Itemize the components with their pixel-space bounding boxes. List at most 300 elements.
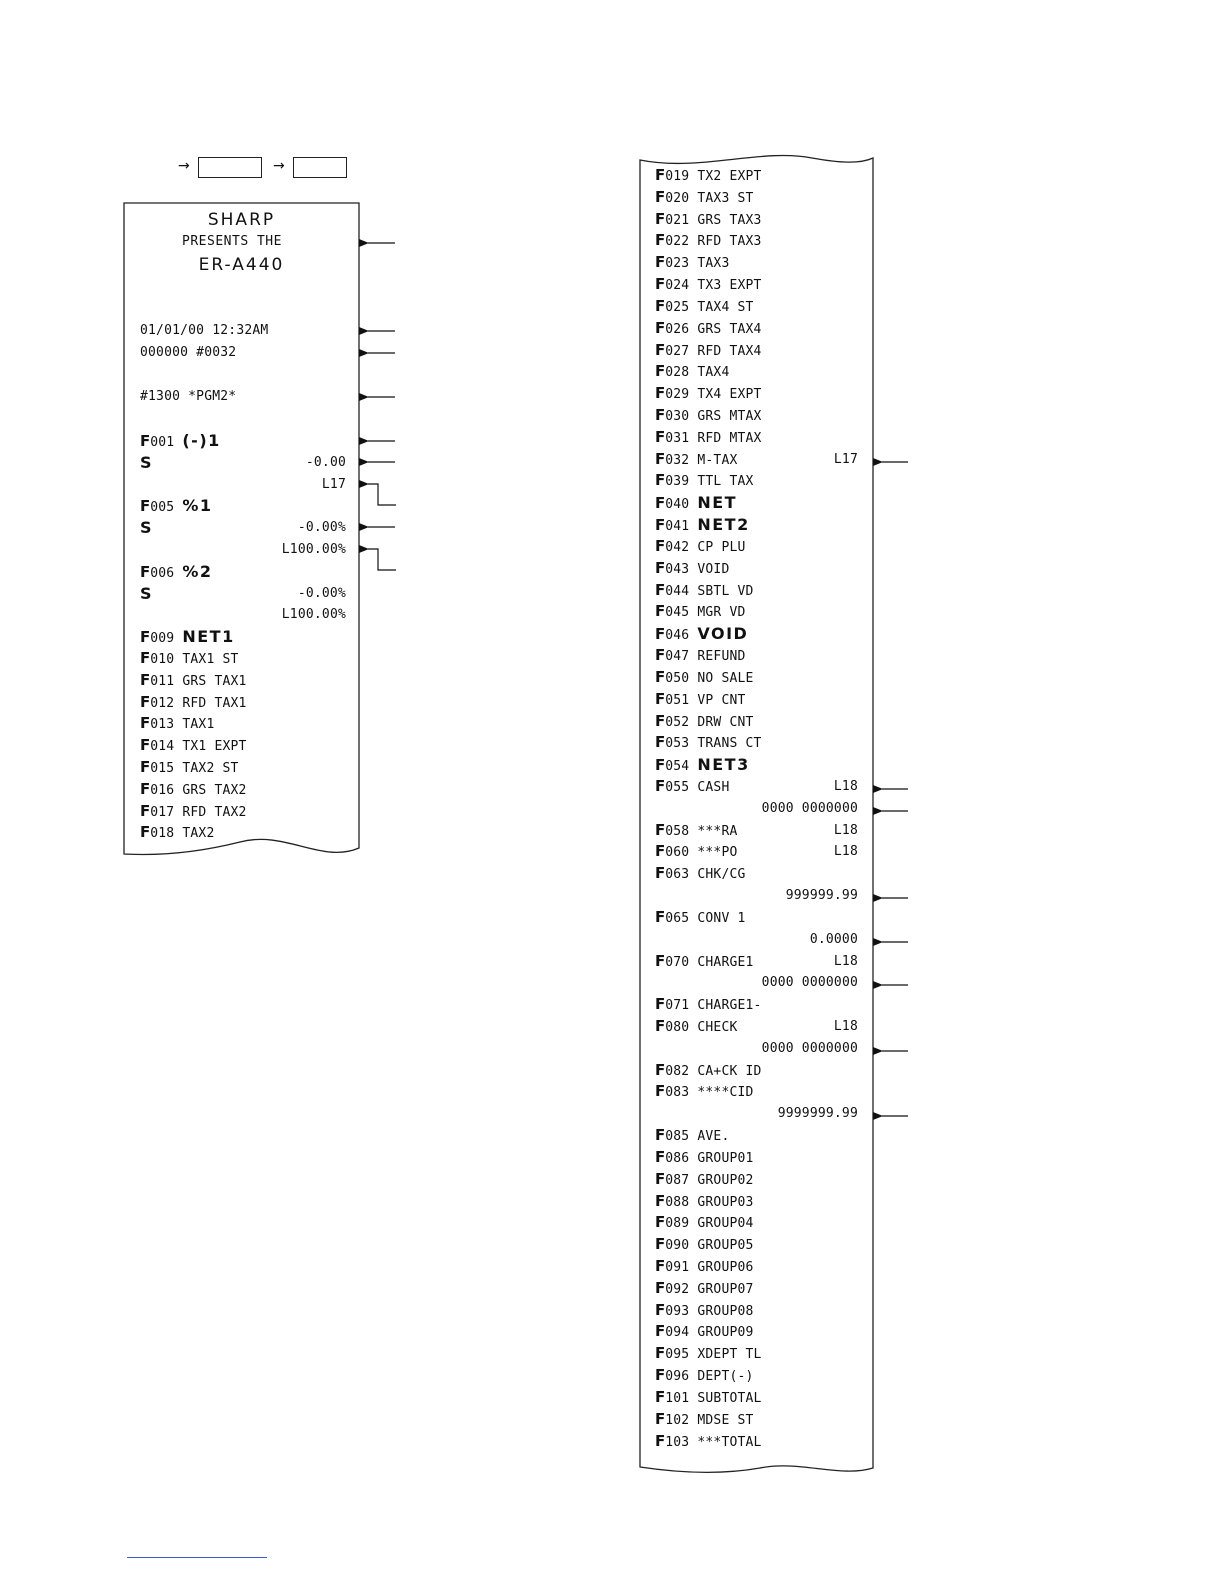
row-value: -0.00% xyxy=(297,585,346,601)
function-prefix: F xyxy=(655,1387,666,1406)
right-receipt-row xyxy=(655,1147,858,1168)
function-label: ***RA xyxy=(697,823,738,839)
right-receipt-row xyxy=(655,951,858,972)
function-prefix: F xyxy=(655,995,666,1014)
function-label: TAX4 xyxy=(697,365,730,381)
right-receipt-row xyxy=(655,601,858,622)
function-label: GRS TAX1 xyxy=(182,673,247,689)
row-value: 0000 0000000 xyxy=(761,800,858,816)
function-prefix: F xyxy=(655,842,666,861)
function-label: DEPT(-) xyxy=(697,1369,754,1385)
function-label: RFD TAX1 xyxy=(182,695,247,711)
function-label: DRW CNT xyxy=(697,714,754,730)
function-code: 044 xyxy=(665,583,698,599)
function-prefix: F xyxy=(140,801,151,820)
function-code: 043 xyxy=(665,561,698,577)
function-label: S xyxy=(140,583,154,603)
function-label: TAX4 ST xyxy=(697,299,754,315)
arrow-left-l100 xyxy=(368,549,396,570)
right-receipt-row xyxy=(655,230,858,251)
right-receipt-row xyxy=(655,667,858,688)
function-code: 027 xyxy=(665,343,698,359)
function-label: CP PLU xyxy=(697,539,746,555)
function-code: 103 xyxy=(665,1434,698,1450)
right-receipt-row xyxy=(655,1103,858,1124)
row-value: 0000 0000000 xyxy=(761,1040,858,1056)
function-label: SBTL VD xyxy=(697,583,754,599)
sequence-arrow-2: → xyxy=(273,158,285,174)
function-prefix: F xyxy=(655,494,666,513)
function-label: ****CID xyxy=(697,1085,754,1101)
function-code: 039 xyxy=(665,474,698,490)
function-label: GRS TAX4 xyxy=(697,321,762,337)
sequence-arrow-1: → xyxy=(178,158,190,174)
function-label: RFD TAX2 xyxy=(182,804,247,820)
row-value: 999999.99 xyxy=(785,888,858,904)
function-code: 023 xyxy=(665,256,698,272)
row-value: L100.00% xyxy=(281,607,346,623)
right-receipt-row xyxy=(655,754,858,775)
right-receipt-row xyxy=(655,1409,858,1430)
row-value: L100.00% xyxy=(281,542,346,557)
function-code: 087 xyxy=(665,1172,698,1188)
right-receipt-row xyxy=(655,1234,858,1255)
presents-text: PRESENTS THE xyxy=(182,234,282,249)
row-value: L18 xyxy=(833,844,858,860)
row-value: L18 xyxy=(833,1018,858,1034)
right-receipt-row xyxy=(655,1060,858,1081)
right-receipt-row xyxy=(655,1081,858,1102)
function-prefix: F xyxy=(655,1409,666,1428)
right-receipt-row xyxy=(655,863,858,884)
function-code: 015 xyxy=(150,761,183,776)
function-code: 022 xyxy=(665,234,698,250)
function-prefix: F xyxy=(655,756,666,775)
brand-logo-text: SHARP xyxy=(207,210,276,230)
left-receipt-row xyxy=(140,822,346,843)
function-prefix: F xyxy=(140,692,151,711)
right-receipt-row xyxy=(655,1212,858,1233)
right-receipt-row xyxy=(655,885,858,906)
right-receipt-row xyxy=(655,252,858,273)
function-code: 095 xyxy=(665,1347,698,1363)
right-receipt-row xyxy=(655,711,858,732)
function-prefix: F xyxy=(655,1016,666,1035)
row-value: 0000 0000000 xyxy=(761,975,858,991)
function-code: 052 xyxy=(665,714,698,730)
consecutive-number-line: 000000 #0032 xyxy=(140,345,237,360)
left-receipt-row xyxy=(140,430,346,451)
right-receipt-row xyxy=(655,383,858,404)
function-code: 055 xyxy=(665,779,698,795)
function-prefix: F xyxy=(655,646,666,665)
function-prefix: F xyxy=(655,516,666,535)
function-code: 094 xyxy=(665,1325,698,1341)
function-prefix: F xyxy=(655,1126,666,1145)
function-prefix: F xyxy=(140,670,151,689)
function-prefix: F xyxy=(140,758,151,776)
function-code: 042 xyxy=(665,539,698,555)
function-label: GRS MTAX xyxy=(697,409,762,425)
right-receipt-row xyxy=(655,972,858,993)
function-label: %2 xyxy=(182,561,213,581)
right-receipt-row xyxy=(655,820,858,841)
right-receipt-row xyxy=(655,449,858,470)
function-code: 032 xyxy=(665,452,698,468)
function-code: 060 xyxy=(665,845,698,861)
function-code: 009 xyxy=(150,631,183,647)
function-code: 083 xyxy=(665,1085,698,1101)
function-label: CHK/CG xyxy=(697,867,746,883)
arrow-left-l17 xyxy=(368,484,396,505)
function-code: 058 xyxy=(665,823,698,839)
function-label: GRS TAX2 xyxy=(182,782,247,798)
function-prefix: F xyxy=(655,275,666,294)
function-code: 040 xyxy=(665,497,698,513)
function-prefix: F xyxy=(655,296,666,315)
function-label: GROUP07 xyxy=(697,1281,754,1297)
function-prefix: F xyxy=(655,427,666,446)
function-code: 086 xyxy=(665,1150,698,1166)
function-prefix: F xyxy=(655,1344,666,1363)
function-label: S xyxy=(140,452,154,472)
function-prefix: F xyxy=(655,1060,666,1079)
left-receipt-row xyxy=(140,801,346,822)
right-receipt-row xyxy=(655,405,858,426)
right-receipt-row xyxy=(655,907,858,928)
right-receipt-row xyxy=(655,427,858,448)
function-code: 101 xyxy=(665,1390,698,1406)
right-receipt-row xyxy=(655,1256,858,1277)
right-receipt-row xyxy=(655,209,858,230)
left-receipt-row xyxy=(140,583,346,604)
function-label: GROUP08 xyxy=(697,1303,754,1319)
function-label: GROUP01 xyxy=(697,1150,754,1166)
row-value: L18 xyxy=(833,822,858,838)
function-label: CHECK xyxy=(697,1019,738,1035)
right-receipt-row xyxy=(655,1321,858,1342)
function-code: 001 xyxy=(150,435,183,450)
function-code: 093 xyxy=(665,1303,698,1319)
function-label: GROUP02 xyxy=(697,1172,754,1188)
function-label: TAX3 ST xyxy=(697,190,754,206)
function-label: GRS TAX3 xyxy=(697,212,762,228)
right-receipt-row xyxy=(655,1038,858,1059)
function-label: CHARGE1- xyxy=(697,998,762,1014)
right-receipt-row xyxy=(655,187,858,208)
function-prefix: F xyxy=(655,1191,666,1210)
function-prefix: F xyxy=(655,820,666,839)
left-receipt-row xyxy=(140,735,346,756)
function-code: 053 xyxy=(665,736,698,752)
function-label: GROUP05 xyxy=(697,1238,754,1254)
function-prefix: F xyxy=(655,1235,666,1254)
function-label: TX2 EXPT xyxy=(697,169,762,184)
function-label: NET xyxy=(697,493,738,513)
function-code: 025 xyxy=(665,299,698,315)
date-line: 01/01/00 12:32AM xyxy=(140,323,269,338)
function-prefix: F xyxy=(655,667,666,686)
function-prefix: F xyxy=(655,1300,666,1319)
right-receipt-row xyxy=(655,929,858,950)
function-prefix: F xyxy=(655,776,666,795)
right-receipt-row xyxy=(655,1431,858,1452)
left-receipt-row xyxy=(140,452,346,473)
right-receipt-row xyxy=(655,732,858,753)
function-label: S xyxy=(140,518,154,538)
function-prefix: F xyxy=(655,1278,666,1297)
function-code: 024 xyxy=(665,278,698,294)
function-code: 041 xyxy=(665,519,698,535)
function-prefix: F xyxy=(655,231,666,250)
right-receipt-row xyxy=(655,1365,858,1386)
function-prefix: F xyxy=(655,1082,666,1101)
function-prefix: F xyxy=(140,823,151,842)
function-prefix: F xyxy=(655,689,666,708)
function-code: 063 xyxy=(665,867,698,883)
function-label: M-TAX xyxy=(697,452,738,468)
right-receipt-row xyxy=(655,1343,858,1364)
function-code: 016 xyxy=(150,782,183,798)
function-label: CA+CK ID xyxy=(697,1063,762,1079)
function-label: AVE. xyxy=(697,1129,730,1145)
function-label: NET3 xyxy=(697,755,750,775)
function-code: 046 xyxy=(665,628,698,644)
function-code: 031 xyxy=(665,430,698,446)
right-receipt-row xyxy=(655,1016,858,1037)
function-label: (-)1 xyxy=(182,431,221,450)
row-value: -0.00% xyxy=(297,520,346,536)
function-prefix: F xyxy=(655,1431,666,1450)
function-code: 082 xyxy=(665,1063,698,1079)
row-value: 0.0000 xyxy=(809,931,858,947)
function-code: 092 xyxy=(665,1281,698,1297)
function-label: RFD TAX4 xyxy=(697,343,762,359)
function-prefix: F xyxy=(140,649,151,667)
function-prefix: F xyxy=(655,625,666,644)
function-label: TAX1 xyxy=(182,717,215,733)
function-label: TAX2 ST xyxy=(182,761,239,776)
function-label: ***TOTAL xyxy=(697,1434,762,1450)
footer-rule xyxy=(127,1557,267,1558)
function-label: MDSE ST xyxy=(697,1412,754,1428)
left-receipt-row xyxy=(140,561,346,582)
left-receipt-row xyxy=(140,713,346,734)
function-label: CONV 1 xyxy=(697,910,746,926)
right-receipt-row xyxy=(655,1387,858,1408)
function-code: 020 xyxy=(665,190,698,206)
function-prefix: F xyxy=(140,497,151,516)
function-code: 006 xyxy=(150,565,183,581)
right-receipt-row xyxy=(655,841,858,862)
function-label: TTL TAX xyxy=(697,474,754,490)
function-prefix: F xyxy=(655,1257,666,1275)
function-prefix: F xyxy=(655,1366,666,1385)
function-prefix: F xyxy=(655,384,666,403)
function-label: VOID xyxy=(697,561,730,577)
function-label: RFD TAX3 xyxy=(697,234,762,250)
left-receipt-row xyxy=(140,757,346,778)
left-receipt-row xyxy=(140,692,346,713)
function-label: TAX1 ST xyxy=(182,652,239,667)
function-code: 045 xyxy=(665,605,698,621)
function-prefix: F xyxy=(655,733,666,752)
left-receipt-row xyxy=(140,474,346,495)
function-code: 026 xyxy=(665,321,698,337)
function-label: NO SALE xyxy=(697,670,754,686)
function-prefix: F xyxy=(655,536,666,555)
function-code: 028 xyxy=(665,365,698,381)
function-label: GROUP06 xyxy=(697,1260,754,1275)
right-receipt-row xyxy=(655,798,858,819)
function-label: GROUP09 xyxy=(697,1325,754,1341)
function-prefix: F xyxy=(655,907,666,926)
function-prefix: F xyxy=(655,602,666,621)
function-prefix: F xyxy=(655,711,666,730)
right-receipt-row xyxy=(655,580,858,601)
function-prefix: F xyxy=(655,1322,666,1341)
right-receipt-row xyxy=(655,558,858,579)
function-prefix: F xyxy=(655,340,666,359)
row-value: L18 xyxy=(833,778,858,794)
function-label: ***PO xyxy=(697,845,738,861)
function-prefix: F xyxy=(655,1169,666,1188)
function-prefix: F xyxy=(655,187,666,206)
function-code: 065 xyxy=(665,910,698,926)
function-label: GROUP03 xyxy=(697,1194,754,1210)
right-receipt-row xyxy=(655,296,858,317)
function-label: TAX3 xyxy=(697,256,730,272)
function-label: REFUND xyxy=(697,649,746,665)
right-receipt-row xyxy=(655,318,858,339)
function-label: TX4 EXPT xyxy=(697,387,762,403)
function-code: 054 xyxy=(665,759,698,775)
function-label: XDEPT TL xyxy=(697,1347,762,1363)
function-prefix: F xyxy=(655,471,666,490)
function-label: NET1 xyxy=(182,627,235,647)
function-code: 010 xyxy=(150,652,183,667)
left-receipt-row xyxy=(140,517,346,538)
function-label: TAX2 xyxy=(182,826,215,842)
right-receipt-row xyxy=(655,361,858,382)
model-text: ER-A440 xyxy=(198,255,285,275)
function-code: 013 xyxy=(150,717,183,733)
function-label: MGR VD xyxy=(697,605,746,621)
function-code: 071 xyxy=(665,998,698,1014)
right-receipt-row xyxy=(655,340,858,361)
function-prefix: F xyxy=(655,318,666,337)
row-value: L17 xyxy=(321,476,346,492)
function-prefix: F xyxy=(655,1147,666,1166)
function-code: 019 xyxy=(665,169,698,184)
function-prefix: F xyxy=(655,558,666,577)
function-prefix: F xyxy=(655,166,666,184)
function-prefix: F xyxy=(140,736,151,755)
function-prefix: F xyxy=(655,951,666,970)
right-receipt-row xyxy=(655,776,858,797)
function-label: CHARGE1 xyxy=(697,954,754,970)
function-code: 102 xyxy=(665,1412,698,1428)
function-code: 030 xyxy=(665,409,698,425)
right-receipt-row xyxy=(655,1125,858,1146)
function-prefix: F xyxy=(655,580,666,599)
row-value: L18 xyxy=(833,953,858,969)
function-label: TX1 EXPT xyxy=(182,739,247,755)
row-value: 9999999.99 xyxy=(777,1106,858,1122)
function-prefix: F xyxy=(655,253,666,272)
right-receipt-row xyxy=(655,1300,858,1321)
left-receipt-row xyxy=(140,604,346,625)
right-receipt-row xyxy=(655,994,858,1015)
function-prefix: F xyxy=(655,1213,666,1232)
function-prefix: F xyxy=(140,779,151,798)
function-code: 014 xyxy=(150,739,183,755)
function-prefix: F xyxy=(140,562,151,581)
function-code: 089 xyxy=(665,1216,698,1232)
function-label: CASH xyxy=(697,779,730,795)
function-code: 017 xyxy=(150,804,183,820)
function-prefix: F xyxy=(140,628,151,647)
function-code: 051 xyxy=(665,692,698,708)
right-receipt-row xyxy=(655,1169,858,1190)
function-code: 096 xyxy=(665,1369,698,1385)
left-receipt-row xyxy=(140,648,346,669)
function-code: 047 xyxy=(665,649,698,665)
row-value: -0.00 xyxy=(305,454,346,470)
function-label: NET2 xyxy=(697,515,750,535)
right-receipt-row xyxy=(655,536,858,557)
function-code: 085 xyxy=(665,1129,698,1145)
right-receipt-row xyxy=(655,623,858,644)
function-label: %1 xyxy=(182,496,213,516)
function-code: 088 xyxy=(665,1194,698,1210)
right-receipt-row xyxy=(655,1191,858,1212)
function-prefix: F xyxy=(655,209,666,228)
function-code: 080 xyxy=(665,1019,698,1035)
function-prefix: F xyxy=(140,432,151,450)
function-code: 012 xyxy=(150,695,183,711)
left-receipt-row xyxy=(140,495,346,516)
left-receipt-row xyxy=(140,779,346,800)
function-label: VP CNT xyxy=(697,692,746,708)
function-code: 021 xyxy=(665,212,698,228)
right-receipt-row xyxy=(655,470,858,491)
function-prefix: F xyxy=(655,406,666,425)
left-receipt-row xyxy=(140,539,346,560)
mode-line: #1300 *PGM2* xyxy=(140,389,237,404)
function-code: 018 xyxy=(150,826,183,842)
function-code: 050 xyxy=(665,670,698,686)
function-code: 011 xyxy=(150,673,183,689)
right-receipt-row xyxy=(655,645,858,666)
function-label: GROUP04 xyxy=(697,1216,754,1232)
right-receipt-row xyxy=(655,492,858,513)
function-code: 090 xyxy=(665,1238,698,1254)
function-prefix: F xyxy=(655,864,666,883)
function-prefix: F xyxy=(655,449,666,468)
function-label: RFD MTAX xyxy=(697,430,762,446)
function-code: 005 xyxy=(150,500,183,516)
function-label: TX3 EXPT xyxy=(697,278,762,294)
left-receipt-row xyxy=(140,626,346,647)
function-code: 029 xyxy=(665,387,698,403)
function-code: 091 xyxy=(665,1260,698,1275)
right-receipt-row xyxy=(655,274,858,295)
function-code: 070 xyxy=(665,954,698,970)
function-prefix: F xyxy=(140,714,151,733)
row-value: L17 xyxy=(833,451,858,467)
function-prefix: F xyxy=(655,362,666,381)
